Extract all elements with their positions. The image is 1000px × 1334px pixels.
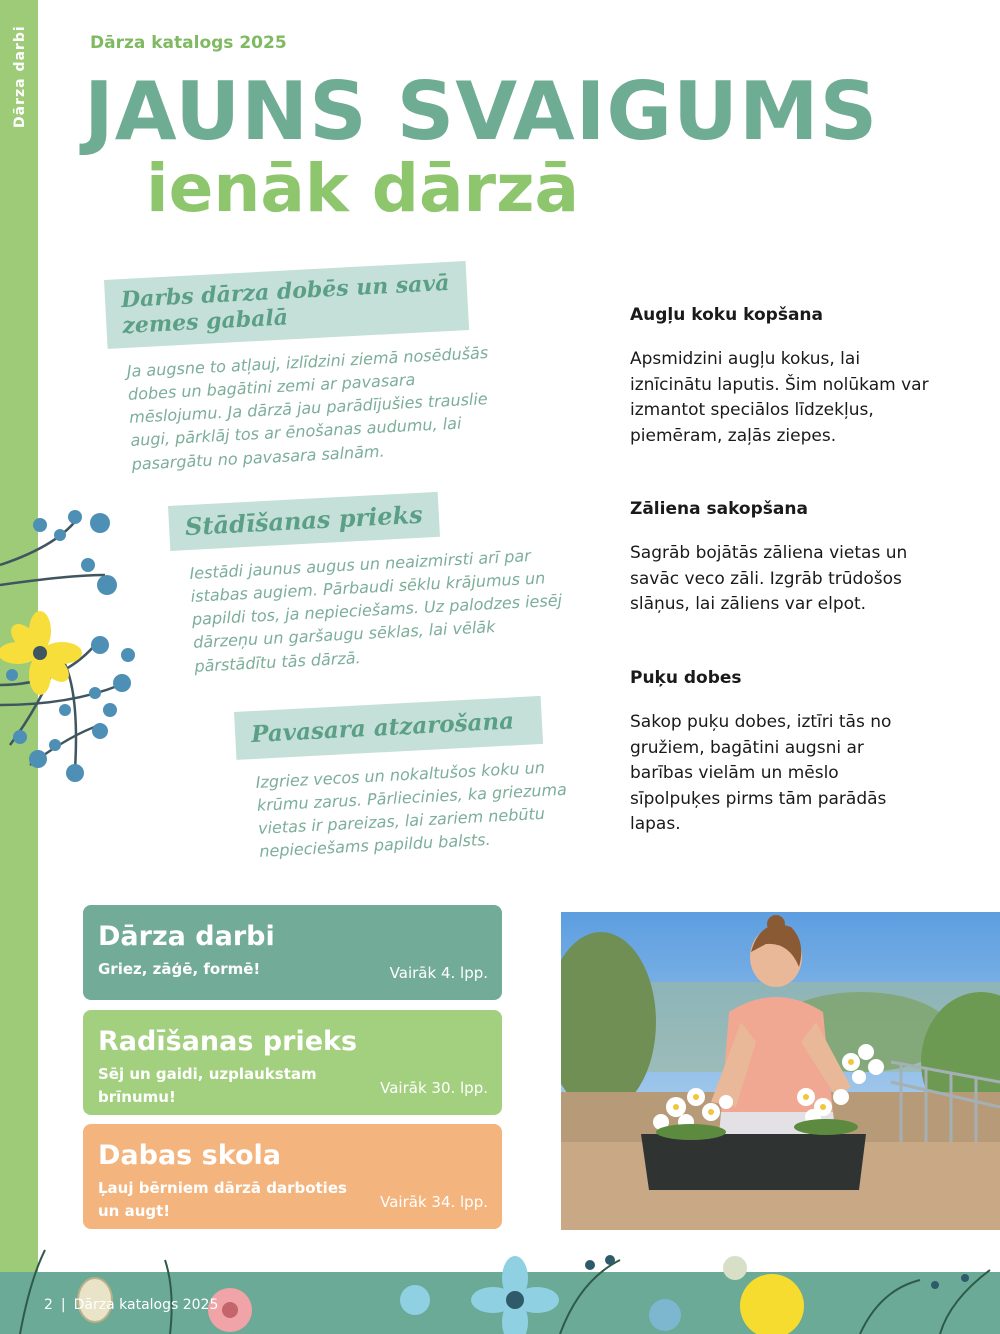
- tip-body: Ja augsne to atļauj, izlīdzini ziemā nosēdušās dobes un bagātini zemi ar pavasara mēslojumu. Ja dārzā jau parādījušies trauslie augi, pārklāj tos ar ēnošanas audumu, lai pasargātu no pavasara salnām.: [126, 342, 489, 474]
- card-nature-school[interactable]: [83, 1124, 502, 1229]
- section-body: Sakop puķu dobes, iztīri tās no gružiem, bagātini augsni ar barības vielām un mēslo sīpolpuķes pirms tām parādās lapas.: [630, 712, 892, 834]
- section-heading: Puķu dobes: [630, 668, 742, 688]
- section-body: Sagrāb bojātās zāliena vietas un savāc veco zāli. Izgrāb trūdošos slāņus, lai zāliens var elpot.: [630, 543, 908, 614]
- page-subtitle: ienāk dārzā: [146, 150, 580, 227]
- footer-catalog-name: Dārza katalogs 2025: [73, 1297, 219, 1313]
- catalog-kicker: Dārza katalogs 2025: [90, 33, 287, 53]
- card-subtitle: Griez, zāģē, formē!: [98, 960, 261, 978]
- section-fruit-trees: [630, 305, 930, 449]
- tip-heading: Stādīšanas prieks: [168, 492, 440, 551]
- tip-garden-beds: [104, 260, 494, 476]
- footer-separator: |: [60, 1297, 66, 1313]
- footer-flowers-illustration: [0, 1240, 1000, 1334]
- card-subtitle: Ļauj bērniem dārzā darboties un augt!: [98, 1179, 347, 1221]
- tip-heading: Pavasara atzarošana: [234, 696, 543, 760]
- section-lawn: [630, 499, 930, 618]
- tip-heading: Darbs dārza dobēs un savā zemes gabalā: [104, 261, 469, 349]
- section-flower-beds: [630, 668, 930, 838]
- card-garden-work[interactable]: [83, 905, 502, 1000]
- footer-label: [44, 1297, 218, 1313]
- section-body: Apsmidzini augļu kokus, lai iznīcinātu laputis. Šim nolūkam var izmantot speciālos līdzekļus, piemēram, zaļās ziepes.: [630, 349, 929, 446]
- card-title: Dabas skola: [98, 1140, 281, 1171]
- card-page-link[interactable]: Vairāk 30. lpp.: [380, 1079, 488, 1097]
- page-title: JAUNS SVAIGUMS: [84, 65, 879, 158]
- card-title: Dārza darbi: [98, 921, 275, 952]
- section-heading: Augļu koku kopšana: [630, 305, 823, 325]
- page-number: 2: [44, 1297, 53, 1313]
- card-title: Radīšanas prieks: [98, 1026, 358, 1057]
- flower-branch-illustration: [0, 505, 140, 785]
- tip-pruning: [234, 695, 572, 864]
- gardening-photo: [561, 912, 1000, 1230]
- tip-body: Iestādi jaunus augus un neaizmirsti arī par istabas augiem. Pārbaudi sēklu krājumus un papildi tos, ja nepieciešams. Uz palodzes iesēj dārzeņu un garšaugu sēklas, lai vēlāk pārstādītu tās dārzā.: [189, 545, 563, 676]
- card-subtitle: Sēj un gaidi, uzplaukstam brīnumu!: [98, 1065, 317, 1107]
- tip-planting: [168, 486, 567, 679]
- card-creating-joy[interactable]: [83, 1010, 502, 1115]
- card-page-link[interactable]: Vairāk 34. lpp.: [380, 1193, 488, 1211]
- card-page-link[interactable]: Vairāk 4. lpp.: [389, 964, 488, 982]
- tip-body: Izgriez vecos un nokaltušos koku un krūmu zarus. Pārliecinies, ka griezuma vietas ir pareizas, lai zariem nebūtu nepieciešams papildu balsts.: [255, 757, 568, 862]
- section-side-label: Dārza darbi: [12, 25, 28, 128]
- section-heading: Zāliena sakopšana: [630, 499, 808, 519]
